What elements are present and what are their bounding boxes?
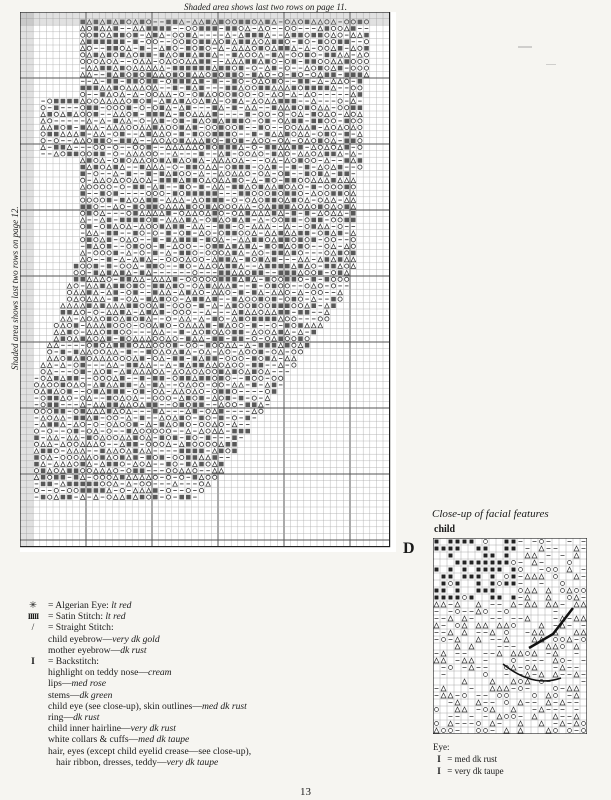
stitch-legend bbox=[18, 600, 251, 768]
eye-legend-item: I = med dk rust bbox=[433, 753, 504, 765]
satin-lines-icon: IIIII bbox=[27, 612, 39, 622]
legend-item: child inner hairline—very dk rust bbox=[48, 723, 176, 735]
legend-algerian-eye: ✳ = Algerian Eye: lt red bbox=[18, 600, 251, 611]
closeup-label: child bbox=[434, 524, 456, 535]
side-shading-note: Shaded area shows last two rows on page 12. bbox=[10, 206, 20, 370]
legend-item: highlight on teddy nose—cream bbox=[48, 667, 172, 679]
legend-item: stems—dk green bbox=[48, 689, 113, 701]
page-number: 13 bbox=[300, 786, 311, 798]
eye-legend bbox=[433, 741, 504, 777]
legend-item: lips—med rose bbox=[48, 678, 107, 690]
legend-straight-stitch: / = Straight Stitch: bbox=[18, 622, 251, 633]
top-shading-note: Shaded area shows last two rows on page 11. bbox=[184, 2, 347, 12]
eye-legend-item: I = very dk taupe bbox=[433, 765, 504, 777]
backstitch-symbol-icon: I bbox=[437, 754, 441, 764]
asterisk-icon: ✳ bbox=[28, 600, 38, 611]
scan-speck bbox=[546, 64, 556, 65]
legend-item: hair, eyes (except child eyelid crease—see close-up), bbox=[48, 745, 252, 757]
closeup-chart bbox=[433, 538, 587, 734]
legend-item: child eye (see close-up), skin outlines—med dk rust bbox=[48, 700, 247, 712]
cross-stitch-chart bbox=[20, 12, 396, 552]
legend-item: ring—dk rust bbox=[48, 712, 100, 724]
backstitch-symbol-icon: I bbox=[437, 766, 441, 776]
slash-icon: / bbox=[31, 622, 35, 634]
legend-item: mother eyebrow—dk rust bbox=[48, 644, 147, 656]
legend-item: white collars & cuffs—med dk taupe bbox=[48, 734, 190, 746]
legend-item: child eyebrow—very dk gold bbox=[48, 633, 160, 645]
backstitch-bar-icon: I bbox=[31, 656, 35, 668]
legend-backstitch: I = Backstitch: bbox=[18, 656, 251, 667]
legend-item: hair ribbon, dresses, teddy—very dk taupe bbox=[56, 756, 219, 768]
section-letter: D bbox=[403, 540, 415, 557]
eye-legend-title: Eye: bbox=[433, 742, 450, 752]
scan-speck bbox=[518, 46, 532, 48]
legend-satin-stitch: IIIII = Satin Stitch: lt red bbox=[18, 611, 251, 622]
closeup-title: Close-up of facial features bbox=[432, 508, 549, 520]
